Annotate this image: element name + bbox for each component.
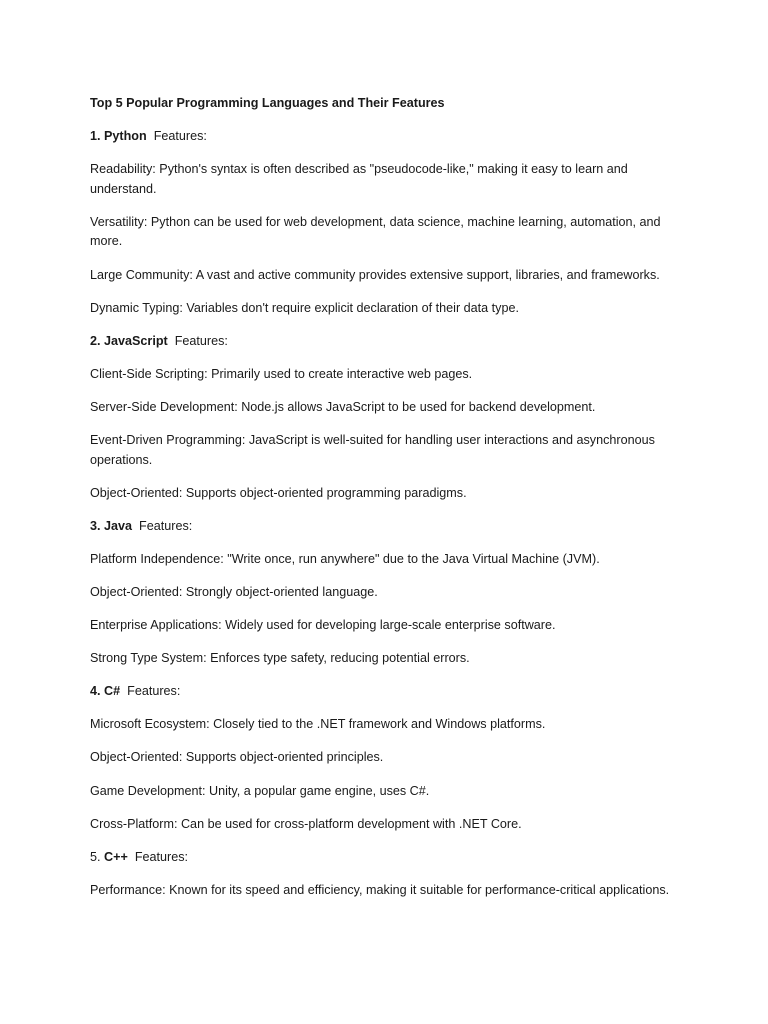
section-heading: [90, 682, 672, 702]
sections-container: [90, 127, 672, 900]
document-title: Top 5 Popular Programming Languages and Their Features: [90, 96, 445, 110]
section-language-name: Java: [104, 518, 133, 533]
section-number: 4.: [90, 684, 101, 699]
section-language-name: C#: [104, 684, 121, 699]
section-suffix: Features:: [146, 129, 207, 144]
feature-item: Object-Oriented: Supports object-oriented principles.: [90, 750, 384, 765]
feature-item: Strong Type System: Enforces type safety, reducing potential errors.: [90, 651, 470, 666]
section-suffix: Features:: [127, 849, 189, 864]
section-heading: [90, 332, 672, 352]
section-number: 3.: [90, 518, 101, 533]
section-heading: [90, 848, 672, 868]
feature-item: Platform Independence: "Write once, run anywhere" due to the Java Virtual Machine (JVM).: [90, 551, 600, 566]
section-language-name: Python: [104, 129, 147, 144]
feature-item: Readability: Python's syntax is often described as "pseudocode-like," making it easy to learn and understand.: [90, 162, 628, 196]
feature-item: Game Development: Unity, a popular game engine, uses C#.: [90, 783, 430, 798]
section-number: 2.: [90, 333, 101, 348]
feature-item: Object-Oriented: Supports object-oriented programming paradigms.: [90, 485, 467, 500]
section-language-name: JavaScript: [104, 333, 168, 348]
section-number: 5.: [90, 849, 101, 864]
feature-item: Microsoft Ecosystem: Closely tied to the .NET framework and Windows platforms.: [90, 717, 546, 732]
feature-item: Performance: Known for its speed and efficiency, making it suitable for performance-critical applications.: [90, 882, 670, 897]
feature-item: Large Community: A vast and active community provides extensive support, libraries, and frameworks.: [90, 267, 660, 282]
feature-item: Enterprise Applications: Widely used for developing large-scale enterprise software.: [90, 618, 556, 633]
feature-item: Cross-Platform: Can be used for cross-platform development with .NET Core.: [90, 816, 522, 831]
section-heading: [90, 127, 672, 147]
section-suffix: Features:: [120, 684, 181, 699]
section-language-name: C++: [104, 849, 128, 864]
feature-item: Client-Side Scripting: Primarily used to create interactive web pages.: [90, 366, 473, 381]
feature-item: Server-Side Development: Node.js allows JavaScript to be used for backend development.: [90, 399, 596, 414]
feature-item: Dynamic Typing: Variables don't require explicit declaration of their data type.: [90, 300, 519, 315]
feature-item: Versatility: Python can be used for web development, data science, machine learning, automation, and more.: [90, 214, 661, 249]
feature-item: Object-Oriented: Strongly object-oriented language.: [90, 585, 378, 599]
section-heading: [90, 517, 672, 537]
section-number: 1.: [90, 129, 101, 144]
section-suffix: Features:: [167, 333, 228, 348]
feature-item: Event-Driven Programming: JavaScript is well-suited for handling user interactions and asynchronous operations.: [90, 433, 655, 467]
section-suffix: Features:: [132, 518, 193, 533]
